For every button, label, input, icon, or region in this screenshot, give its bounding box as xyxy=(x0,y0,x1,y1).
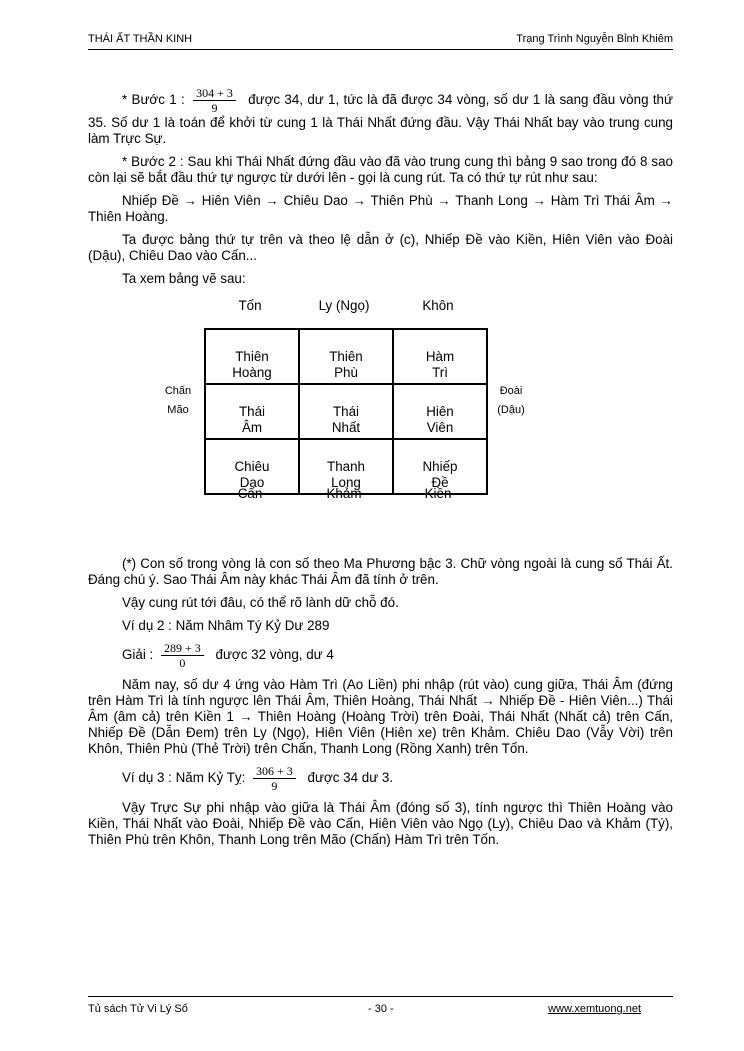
direction-left xyxy=(154,382,202,420)
page-footer xyxy=(88,996,673,1019)
direction-top-1: Tốn xyxy=(238,298,262,313)
para4: Ta xem bảng vẽ sau: xyxy=(122,271,246,286)
palace-cell: Thái Nhất xyxy=(299,384,393,439)
palace-diagram xyxy=(88,294,673,542)
header-book-title: THÁI ẤT THẦN KINH xyxy=(88,33,193,45)
example2-text: được 32 vòng, dư 4 xyxy=(215,647,334,663)
palace-cell: Thái Âm xyxy=(205,384,299,439)
palace-cell: Hàm Trì xyxy=(393,329,487,384)
direction-top-3: Khôn xyxy=(422,298,454,313)
step1-prefix: * Bước 1 : xyxy=(122,92,185,108)
step1-text: được 34, dư 1, tức là đã được 34 vòng, số dư 1 là sang đầu vòng thứ 35. Số dư 1 là toán để khởi từ cung 1 là Thái Nhất đứng đầu. Vậy Thái Nhất bay vào trung cung làm Trực Sự. xyxy=(88,92,673,146)
example3-fraction xyxy=(253,764,296,793)
step1-paragraph xyxy=(88,86,673,147)
sequence-paragraph: Nhiếp Đề → Hiên Viên → Chiêu Dao → Thiên Phù → Thanh Long → Hàm Trì Thái Âm → Thiên Hoàng. xyxy=(88,193,673,224)
palace-grid xyxy=(204,328,488,495)
example2-solution xyxy=(88,641,673,670)
direction-bottom-3: Kiền xyxy=(424,486,452,501)
direction-left-2: Mão xyxy=(167,404,189,416)
fraction-denominator: 9 xyxy=(271,779,278,793)
palace-cell: Chiêu Dao xyxy=(205,439,299,494)
para7: Vậy Trực Sự phi nhập vào giữa là Thái Âm (đóng số 3), tính ngược thì Thiên Hoàng vào Kiền, Thái Nhất vào Đoài, Nhiếp Đề vào Cấn, Hiên Viên vào Ngọ (Ly), Chiêu Dao và Khảm (Tý), Thiên Phù trên Khôn, Thanh Long trên Mão (Chấn) Hàm Trì trên Tốn. xyxy=(88,800,673,847)
fraction-denominator: 9 xyxy=(211,101,218,115)
example3-paragraph xyxy=(88,764,673,793)
page-header xyxy=(88,33,673,50)
palace-cell: Nhiếp Đề xyxy=(393,439,487,494)
step1-fraction xyxy=(193,86,236,115)
example2-title: Ví dụ 2 : Năm Nhâm Tý Kỷ Dư 289 xyxy=(122,618,330,633)
direction-bottom-1: Cấn xyxy=(237,486,263,501)
fraction-numerator: 306 + 3 xyxy=(253,764,296,779)
example3-text: được 34 dư 3. xyxy=(307,770,394,786)
fraction-numerator: 289 + 3 xyxy=(161,641,204,656)
page-number: - 30 - xyxy=(368,1003,394,1015)
direction-right-2: (Dậu) xyxy=(497,404,525,416)
footer-website-link[interactable]: www.xemtuong.net xyxy=(548,1003,641,1015)
note-paragraph: (*) Con số trong vòng là con số theo Ma Phương bậc 3. Chữ vòng ngoài là cung số Thái Ất. Đáng chú ý. Sao Thái Âm này khác Thái Âm đã tính ở trên. xyxy=(88,556,673,587)
direction-right xyxy=(488,382,534,420)
direction-top-2: Ly (Ngọ) xyxy=(318,298,370,313)
page-content xyxy=(88,86,673,855)
direction-right-1: Đoài xyxy=(499,385,523,397)
para6: Năm nay, số dư 4 ứng vào Hàm Trì (Ao Liền) phi nhập (rút vào) cung giữa, Thái Âm (đứng trên Hàm Trì là tính ngược lên Thái Âm, Thiên Hoàng, Thái Nhất → Nhiếp Đề - Hiên Viên...) Thái Âm (âm cả) trên Kiền 1 → Thiên Hoàng (Hoàng Trời) trên Đoài, Thái Nhất (Nhất cả) trên Cấn, Nhiếp Đề (Dẫn Đem) trên Ly (Ngọ), Hiên Viên (Hiên xe) trên Khảm. Chiêu Dao (Vẫy Vời) trên Khôn, Thiên Phù (Thẻ Trời) trên Chấn, Thanh Long (Rồng Xanh) trên Tốn. xyxy=(88,677,673,756)
example2-prefix: Giải : xyxy=(122,647,154,663)
footer-series: Tủ sách Tử Vi Lý Số xyxy=(88,1003,188,1015)
para5: Vậy cung rút tới đâu, có thể rõ lành dữ chỗ đó. xyxy=(122,595,399,610)
example2-fraction xyxy=(161,641,204,670)
palace-cell: Thiên Phù xyxy=(299,329,393,384)
fraction-denominator: 0 xyxy=(179,656,186,670)
example3-prefix: Ví dụ 3 : Năm Kỷ Tỵ: xyxy=(122,770,246,786)
step2-paragraph: * Bước 2 : Sau khi Thái Nhất đứng đầu vào đã vào trung cung thì bảng 9 sao trong đó 8 sao còn lại sẽ bắt đầu thứ tự ngược từ dưới lên - gọi là cung rút. Ta có thứ tự rút như sau: xyxy=(88,154,673,185)
palace-cell: Thanh Long xyxy=(299,439,393,494)
palace-cell: Hiên Viên xyxy=(393,384,487,439)
fraction-numerator: 304 + 3 xyxy=(193,86,236,101)
palace-cell: Thiên Hoàng xyxy=(205,329,299,384)
header-author: Trạng Trình Nguyễn Bỉnh Khiêm xyxy=(516,33,673,45)
direction-left-1: Chấn xyxy=(164,385,192,397)
direction-bottom-2: Khảm xyxy=(326,486,362,501)
para3: Ta được bảng thứ tự trên và theo lệ dẫn ở (c), Nhiếp Đề vào Kiền, Hiên Viên vào Đoài (Dậu), Chiêu Dao vào Cấn... xyxy=(88,232,673,263)
